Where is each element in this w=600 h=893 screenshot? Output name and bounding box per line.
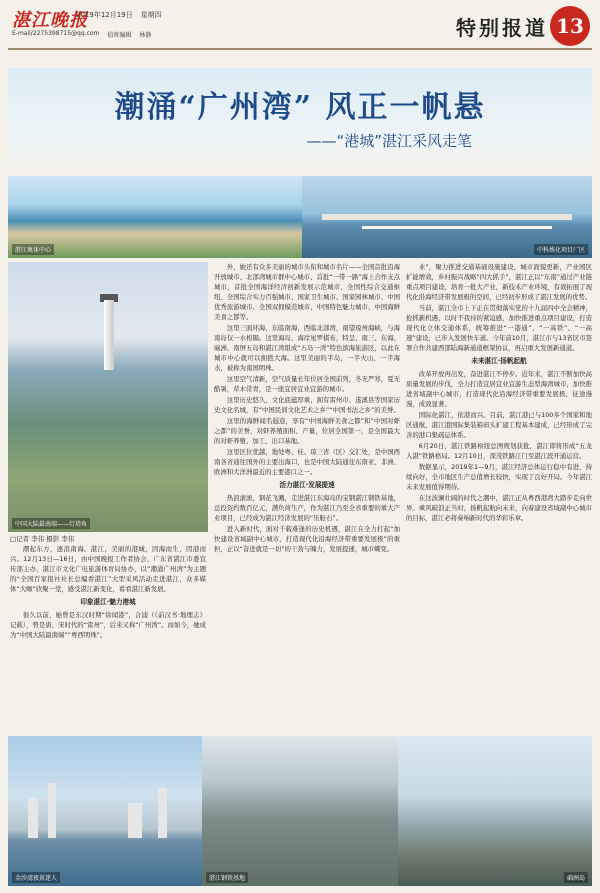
article-paragraph: 这里三面环海，东临南海，西临北部湾，南望琼州海峡，与海南岛仅一水相隔。这里海岛、海岸星罗棋布，特呈、南三、东海、硇洲、南屏五岛和湛江湾组成“五岛一湾”特色滨海旅游区，以此在城市中心就可以拥抱大海。这里美丽的半岛，一半火山，一半海水，被称为南国明珠。 <box>214 324 400 372</box>
photo-caption: 湛江钢铁基地 <box>206 872 248 883</box>
photo-steel-base <box>202 736 398 886</box>
article-paragraph: 数据显示，2019年1—9月，湛江经济总体运行稳中有进，持续向好，全市地区生产总值增长较快，实现了良好开局。今年湛江未来发展值得期待。 <box>406 463 592 491</box>
article-paragraph: 国际化湛江，依港而兴。目前，湛江港已与100多个国家和地区通航，湛江港国际集装箱码头扩建工程基本建成，已经形成了完善的港口集疏运体系。 <box>406 411 592 439</box>
section-heading: 未来湛江·扬帆起航 <box>471 357 527 365</box>
photo-island-coast <box>398 736 592 886</box>
photo-night-bay <box>8 736 202 886</box>
issue-meta <box>76 10 162 20</box>
building-shape <box>48 783 56 838</box>
article-paragraph: 当前，湛江全市上下正在贯彻落实党的十九届四中全会精神，抢抓新机遇，以时不我待的紧迫感，加快推进重点项目建设，打造现代化立体交通体系，统筹推进“一港通”、“一高铁”、“一高速”建设，已步入发展快车道。今年前10月，湛江市与13省区市签署合作共建西部陆海新通道框架协议，再启重大发展新通道。 <box>406 304 592 352</box>
building-shape <box>28 798 38 838</box>
photo-caption: 中国大陆最南端——灯塔角 <box>12 518 90 529</box>
article-column-2 <box>214 262 400 732</box>
issue-date: 2019年12月19日 <box>76 11 133 19</box>
contact-meta <box>12 30 151 39</box>
article-paragraph: 热浪滚滚，钢花飞溅，走进湛江东海岛的宝钢湛江钢铁基地，总投资约数百亿元，满负荷生产，作为湛江乃至全省重要的重大产业项目，已经成为湛江经济发展的“压舱石”。 <box>214 494 400 522</box>
article-paragraph: 外，她还有众多美丽的城市头衔和城市名片——全国首批沿海开放城市、北部湾城市群中心城市、首批“一带一路”海上合作支点城市、首批全国海洋经济创新发展示范城市、全国性综合交通枢纽、全国综合实力百强城市、国家卫生城市、国家园林城市、中国优秀旅游城市、全国双拥模范城市、中国特色魅力城市、中国海鲜美食之都等。 <box>214 263 400 321</box>
article-paragraph: 很久以前，她曾是东汉时期“徐闻港”，合浦（《前汉书·地理志》记载），曾是唐、宋时代的“雷州”，后来又称“广州湾”。而如今，她成为“中国大陆最南端”“粤西明珠”。 <box>10 611 206 639</box>
contact-email: E-mail/2275398715@qq.com <box>12 30 100 37</box>
article-paragraph: 这里区位优越，地处粤、桂、琼三省（区）交汇处，是中国西南各省通往国外的主要出海口，也是中国大陆通往东南亚、非洲、欧洲和大洋洲最近的主要港口之一。 <box>214 448 400 476</box>
photo-olympic-center <box>8 176 302 258</box>
article-paragraph: 业”，聚力推进交通基础设施建设，城市面貌更新，产业园区扩能增效，乡村振兴战略“四大抓手”，湛江正以“东南”通过产业链重点项目建设，培育一批大产业，新技术产业环境，有效拓展了现代化沿海经济带发展极的空间，已经初步形成了湛江发展的优势。 <box>406 263 592 301</box>
page-header <box>8 6 592 62</box>
article-column-1 <box>10 544 206 730</box>
photo-refinery-pier <box>302 176 592 258</box>
header-divider <box>8 48 592 50</box>
editor-label: 值班编辑 <box>107 32 132 39</box>
photo-caption: 湛江奥体中心 <box>12 244 54 255</box>
sub-headline: ——“港城”湛江采风走笔 <box>306 132 472 150</box>
headline-block <box>8 68 592 176</box>
photo-lighthouse <box>8 262 208 532</box>
article-paragraph: 6月20日，湛江铁路枢纽总图规划获批，湛江即将形成“五龙入湛”铁路格局。12月10日，深茂铁路江门至湛江段开通运营。 <box>406 442 592 460</box>
article-paragraph: 这里空气清新，空气质量长年位居全国前列，冬无严寒，夏无酷暑，草木常青，是一座宜居宜业宜游的城市。 <box>214 375 400 393</box>
photo-credit: □记者 李伟 摄影 李伟 <box>10 535 75 543</box>
newspaper-masthead: 湛江晚报 <box>12 10 88 31</box>
building-shape <box>128 803 142 838</box>
photo-caption: 中科炼化项目厂区 <box>534 244 588 255</box>
editor-name: 林静 <box>139 32 152 39</box>
article-paragraph: 进入新时代，面对千载难逢的历史机遇，湛江在全力打起“加快建设省域副中心城市，打造现代化沿海经济带重要发展极”的重担，正以“奋进就是一切”的干劲与魄力，发展提速，城市蝶变。 <box>214 525 400 553</box>
section-heading: 印象湛江·魅力港城 <box>80 598 136 606</box>
article-paragraph: 这里的海鲜闻名遐迩，享有“中国海鲜美食之都”和“中国对虾之都”的美誉，对虾养殖面积、产量，位居全国第一，是全国最大的对虾养殖、加工、出口基地。 <box>214 417 400 445</box>
page-number-badge: 13 <box>550 6 590 46</box>
main-headline: 潮涌“广州湾” 风正一帆悬 <box>114 90 486 125</box>
issue-weekday: 星期四 <box>140 11 162 19</box>
pier-shape <box>362 226 552 229</box>
article-paragraph: 潮起东方，逐浪南海。湛江，美丽的港城，因海而生，因港而兴。12月13日—16日，由中国晚报工作者协会、广东省湛江市委宣传部主办，湛江市文化广电旅游体育局协办，以“潮涌广州湾”为主题的“全国百家报社社长总编看湛江”大型采风活动走进湛江，众多媒体“大咖”欣聚一堂，感受湛江新变化，看看湛江新发展。 <box>10 545 206 593</box>
photo-caption: 金沙湾夜景迷人 <box>12 872 60 883</box>
building-shape <box>158 788 167 838</box>
article-column-3 <box>406 262 592 732</box>
article-paragraph: 在这波澜壮阔的时代之潮中，湛江正从粤西港湾大踏步走向世界。乘风破浪正当时，扬帆起航向未来，向着建设省域副中心城市的目标，湛江必将奏响新时代的华彩乐章。 <box>406 494 592 522</box>
section-heading: 活力湛江·发展提速 <box>279 481 335 489</box>
article-paragraph: 改革开放再出发，奋进湛江不停步。近年来，湛江不断加快高质量发展的步伐，全力打造宜居宜业宜游生态型海湾城市，加快推进省域副中心城市，打造现代化沿海经济带重要发展极，征途漫漫，成效显著。 <box>406 370 592 408</box>
section-title: 特别报道 <box>456 16 548 40</box>
lighthouse-tower <box>104 300 114 370</box>
article-paragraph: 这里历史悠久，文化底蕴厚重，拥有雷州市、遂溪县等国家历史文化名城，有“中国民间文化艺术之乡”“中国书法之乡”的美誉。 <box>214 396 400 414</box>
pier-shape <box>322 214 572 220</box>
photo-caption: 硇洲岛 <box>564 872 588 883</box>
